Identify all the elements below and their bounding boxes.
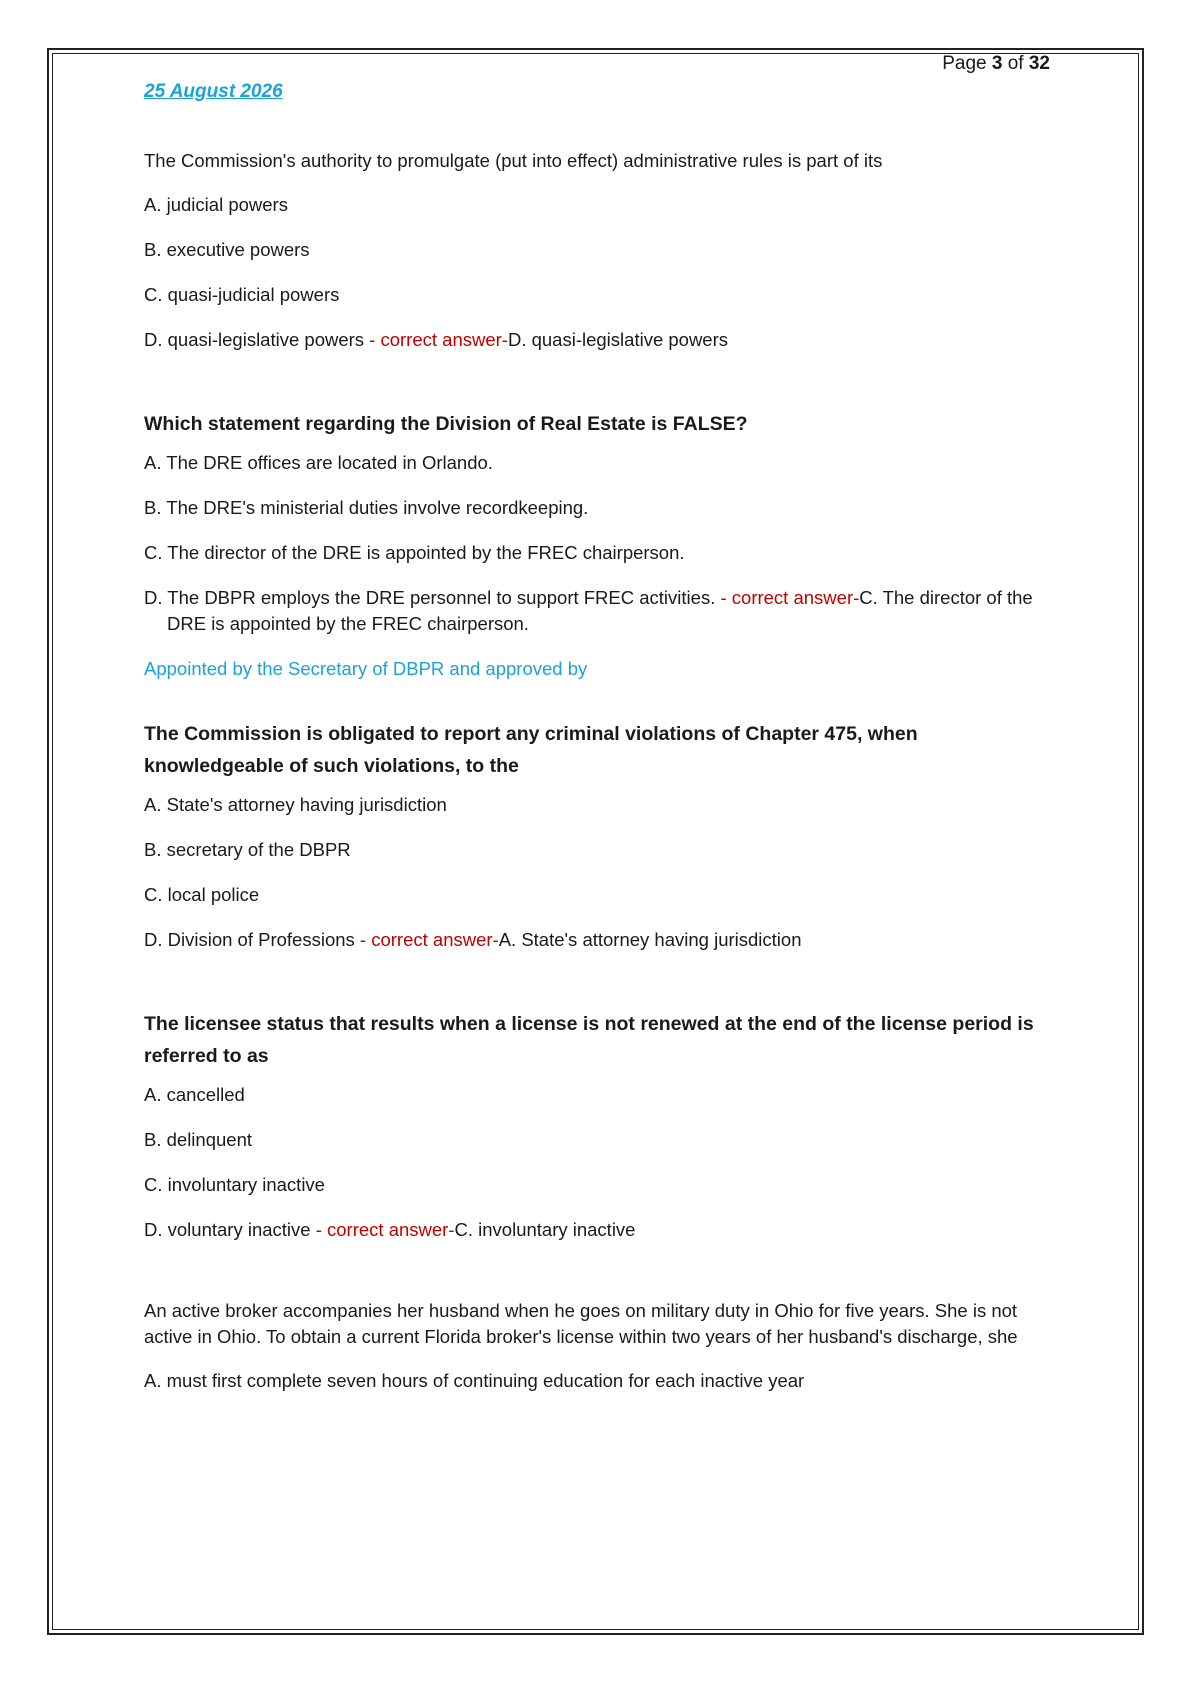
option-d: D. Division of Professions - correct answer-A. State's attorney having jurisdiction <box>144 929 802 950</box>
option-c: C. quasi-judicial powers <box>144 284 340 305</box>
question-text: The licensee status that results when a license is not renewed at the end of the license period is referred to as <box>144 1013 1034 1067</box>
page-total: 32 <box>1028 53 1050 74</box>
document-body <box>144 148 1044 1413</box>
correct-answer-label: - correct answer- <box>310 1219 455 1240</box>
option-b: B. delinquent <box>144 1129 253 1150</box>
question-block <box>144 718 1044 953</box>
question-text: Which statement regarding the Division of Real Estate is FALSE? <box>144 413 748 435</box>
option-d: D. voluntary inactive - correct answer-C. involuntary inactive <box>144 1219 636 1240</box>
date-link[interactable]: 25 August 2026 <box>144 81 283 102</box>
option-c: C. The director of the DRE is appointed by the FREC chairperson. <box>144 542 685 563</box>
question-block <box>144 408 1044 682</box>
option-b: B. executive powers <box>144 239 310 260</box>
question-block <box>144 148 1044 353</box>
option-d: D. The DBPR employs the DRE personnel to support FREC activities. - correct answer-C. The director of the DRE is appointed by the FREC chairperson. <box>144 587 1033 634</box>
question-block <box>144 1298 1044 1394</box>
question-text: An active broker accompanies her husband when he goes on military duty in Ohio for five years. She is not active in Ohio. To obtain a current Florida broker's license within two years of her husband's discharge, she <box>144 1300 1018 1347</box>
correct-answer: D. quasi-legislative powers <box>507 329 729 350</box>
option-c: C. local police <box>144 884 260 905</box>
option-a: A. must first complete seven hours of continuing education for each inactive year <box>144 1370 805 1391</box>
correct-answer-label: - correct answer- <box>354 929 499 950</box>
question-text: The Commission's authority to promulgate (put into effect) administrative rules is part of its <box>144 150 883 171</box>
option-c: C. involuntary inactive <box>144 1174 325 1195</box>
page-current: 3 <box>991 53 1003 74</box>
correct-answer-label: - correct answer- <box>364 329 508 350</box>
option-d: D. quasi-legislative powers - correct answer-D. quasi-legislative powers <box>144 329 729 350</box>
correct-answer: A. State's attorney having jurisdiction <box>498 929 802 950</box>
correct-answer-label: - correct answer- <box>715 587 860 608</box>
correct-answer: C. involuntary inactive <box>454 1219 636 1240</box>
option-a: A. judicial powers <box>144 194 288 215</box>
option-a: A. The DRE offices are located in Orlando. <box>144 452 493 473</box>
question-block <box>144 1008 1044 1243</box>
question-text: The Commission is obligated to report any criminal violations of Chapter 475, when knowledgeable of such violations, to the <box>144 723 918 777</box>
option-b: B. The DRE's ministerial duties involve recordkeeping. <box>144 497 589 518</box>
option-a: A. cancelled <box>144 1084 245 1105</box>
option-b: B. secretary of the DBPR <box>144 839 351 860</box>
option-a: A. State's attorney having jurisdiction <box>144 794 447 815</box>
correct-answer: C. The director of the DRE is appointed by the FREC chairperson. <box>167 587 1033 634</box>
answer-note: Appointed by the Secretary of DBPR and approved by <box>144 658 588 679</box>
page-number: Page 3 of 32 <box>942 53 1050 74</box>
